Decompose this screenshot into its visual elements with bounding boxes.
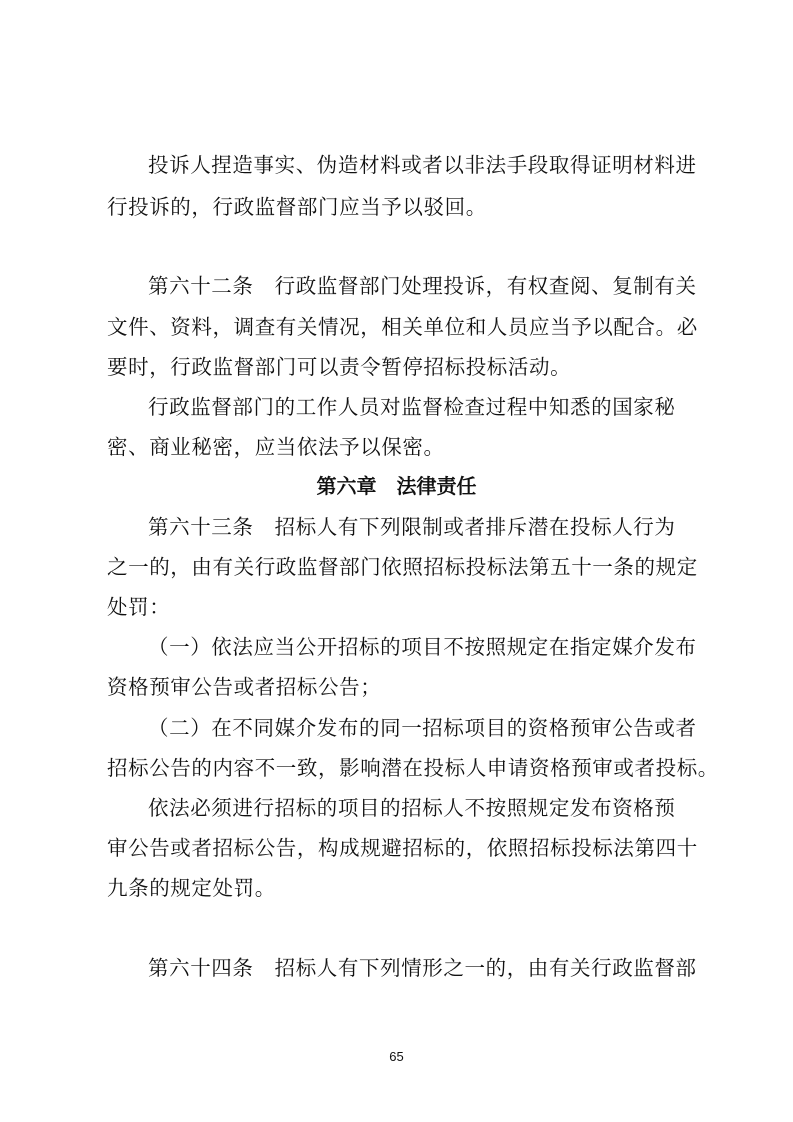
paragraph-line: 审公告或者招标公告，构成规避招标的，依照招标投标法第四十	[107, 836, 698, 860]
article-64-line: 第六十四条 招标人有下列情形之一的，由有关行政监督部	[148, 956, 697, 980]
paragraph-line: 九条的规定处罚。	[107, 876, 276, 900]
paragraph-line: 行投诉的，行政监督部门应当予以驳回。	[107, 195, 487, 219]
paragraph-line: 之一的，由有关行政监督部门依照招标投标法第五十一条的规定	[107, 555, 698, 579]
paragraph-line: 文件、资料，调查有关情况，相关单位和人员应当予以配合。必	[107, 315, 698, 339]
chapter-heading: 第六章 法律责任	[316, 474, 477, 498]
page-number: 65	[389, 1049, 404, 1064]
list-item-line: 资格预审公告或者招标公告；	[107, 675, 382, 699]
paragraph-line: 投诉人捏造事实、伪造材料或者以非法手段取得证明材料进	[148, 153, 697, 177]
paragraph-line: 处罚：	[107, 595, 171, 619]
paragraph-line: 行政监督部门的工作人员对监督检查过程中知悉的国家秘	[148, 395, 676, 419]
list-item-line: 招标公告的内容不一致，影响潜在投标人申请资格预审或者投标。	[107, 756, 719, 780]
list-item-line: （一）依法应当公开招标的项目不按照规定在指定媒介发布	[148, 635, 697, 659]
list-item-line: （二）在不同媒介发布的同一招标项目的资格预审公告或者	[148, 716, 697, 740]
paragraph-line: 要时，行政监督部门可以责令暂停招标投标活动。	[107, 355, 572, 379]
article-62-line: 第六十二条 行政监督部门处理投诉，有权查阅、复制有关	[148, 274, 697, 298]
paragraph-line: 依法必须进行招标的项目的招标人不按照规定发布资格预	[148, 796, 676, 820]
article-63-line: 第六十三条 招标人有下列限制或者排斥潜在投标人行为	[148, 515, 676, 539]
paragraph-line: 密、商业秘密，应当依法予以保密。	[107, 435, 445, 459]
